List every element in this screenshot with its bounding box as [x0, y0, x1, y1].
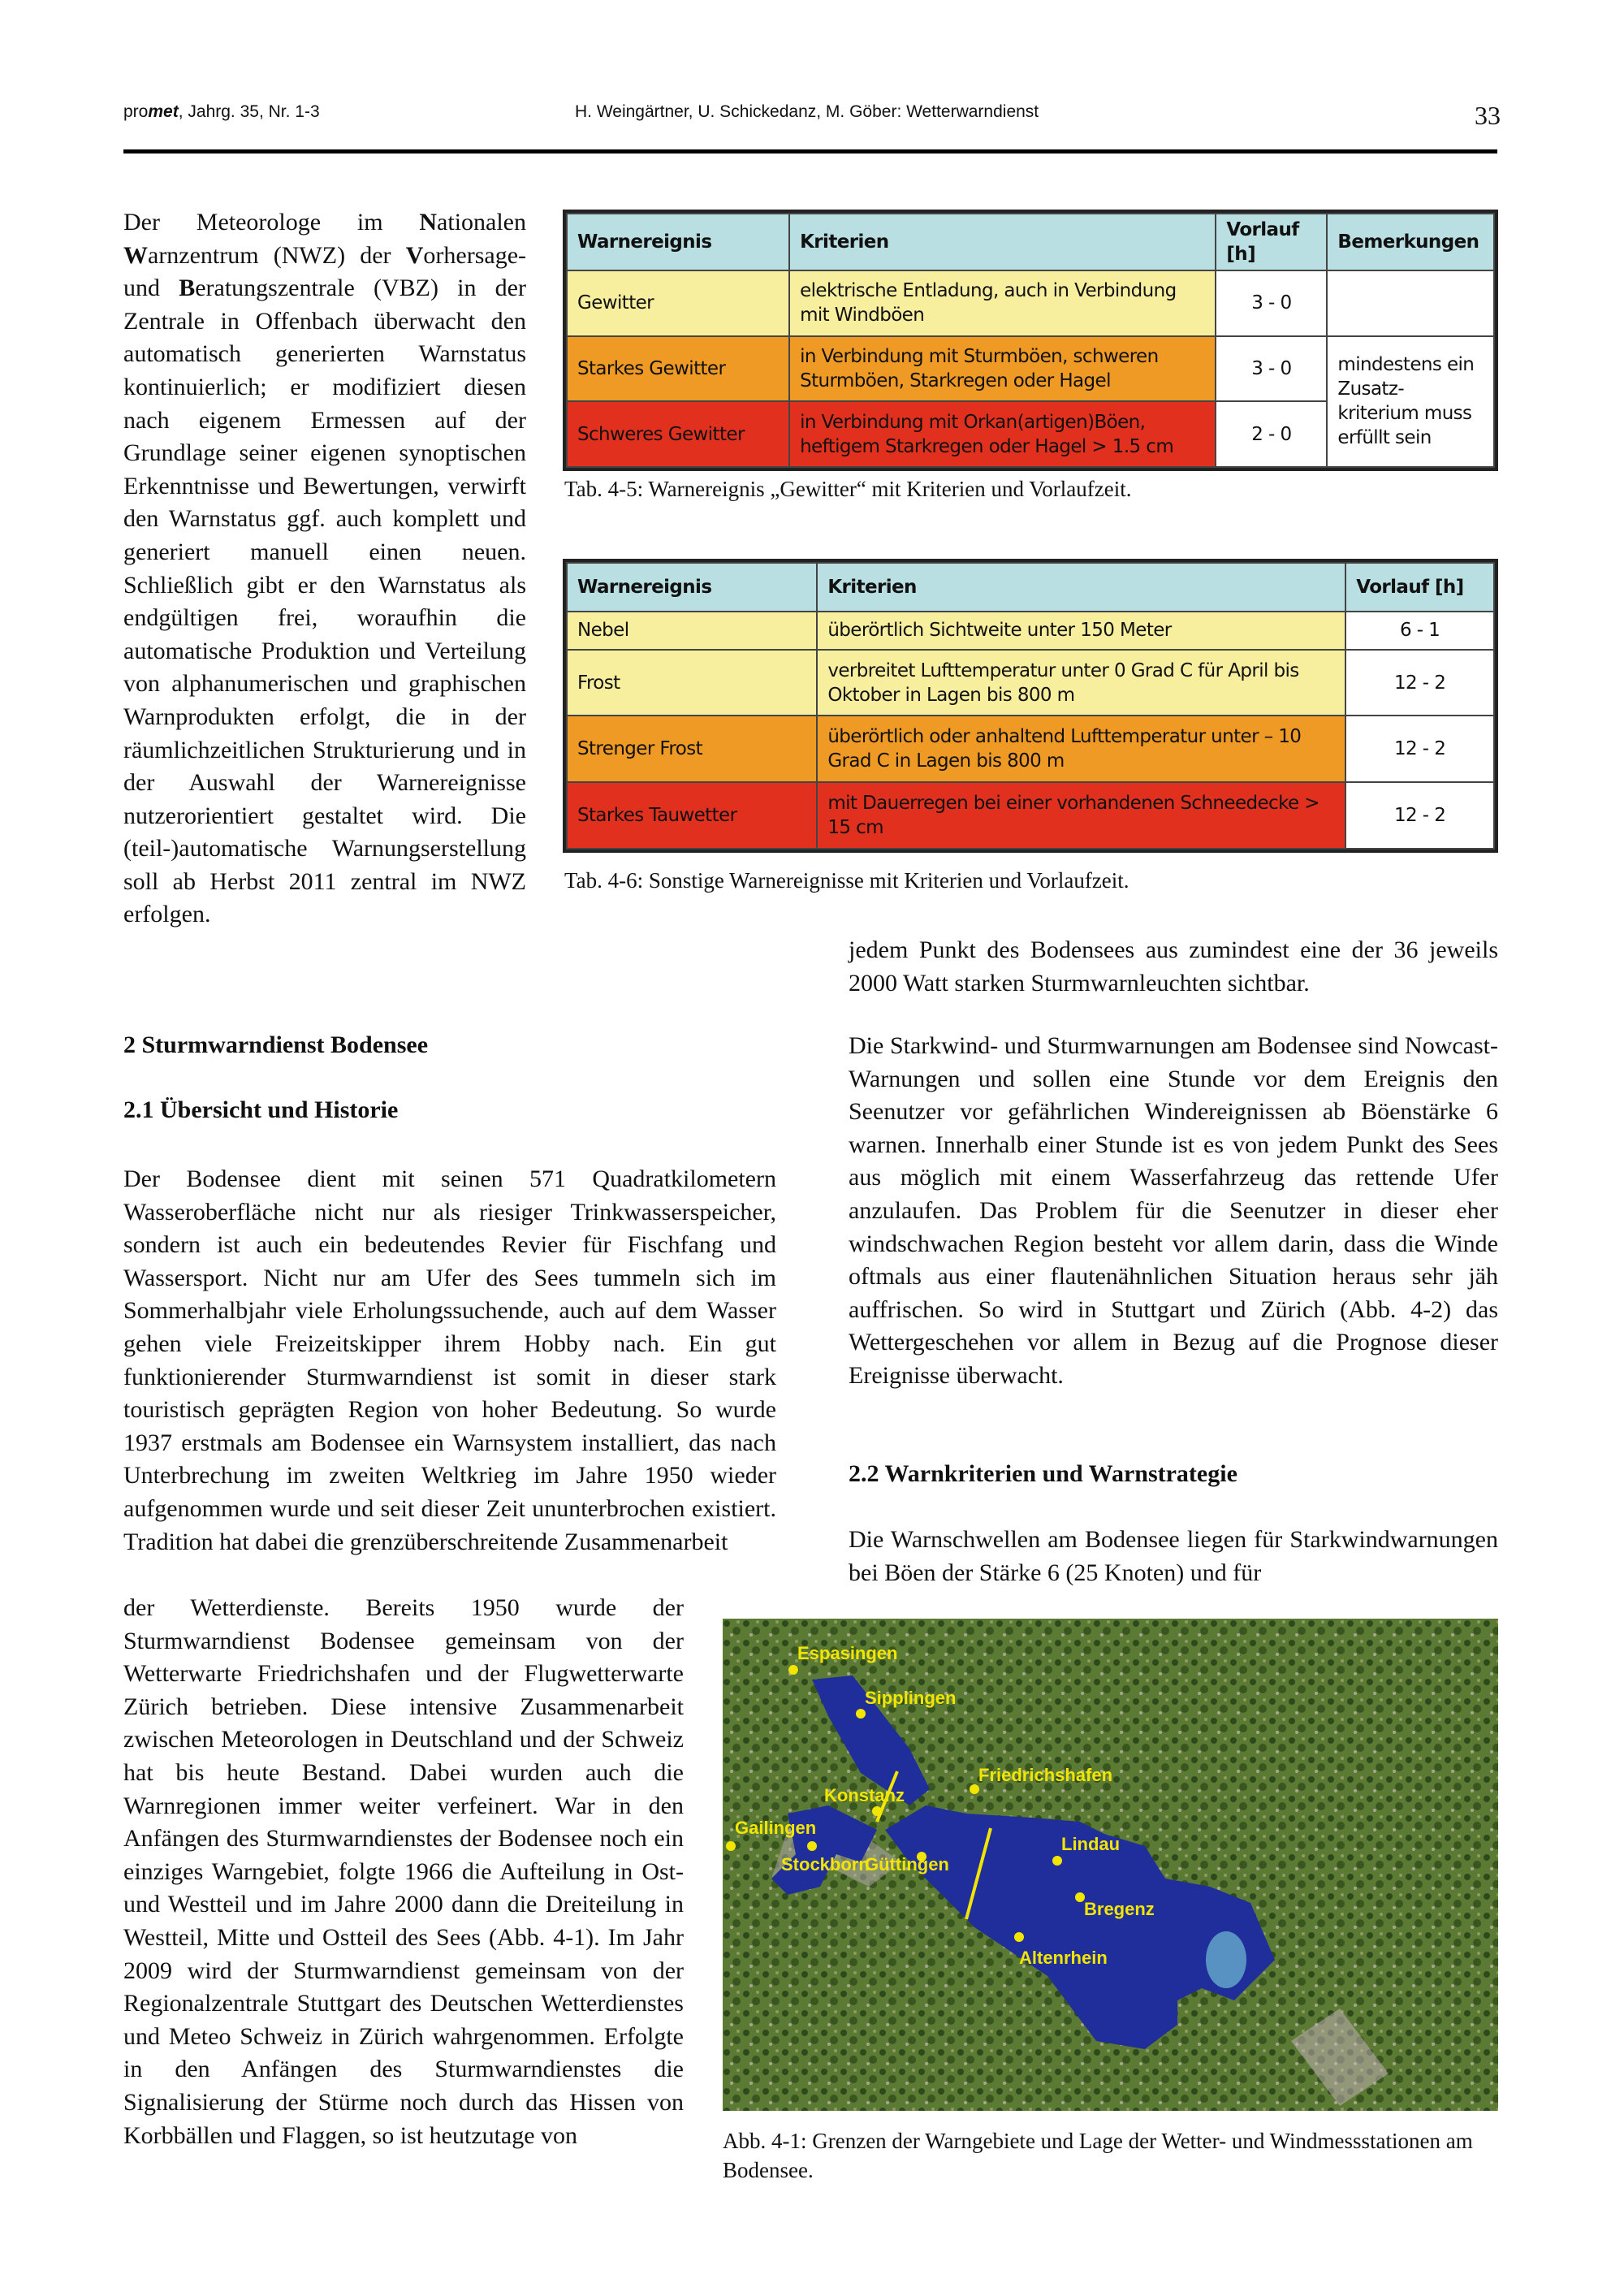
journal-name-emphasis: met [148, 102, 179, 121]
history-paragraph-narrow: der Wetterdienste. Bereits 1950 wurde der Sturmwarndienst Bodensee gemeinsam von der Wetterwarte Friedrichshafen und der Flugwetterwarte Zürich betrieben. Diese intensive Zusammenarbeit zwischen Meteorologen in Deutschland und der Schweiz hat bis heute Bestand. Dabei wurden auch die Warnregionen immer weiter verfeinert. War in den Anfängen des Sturmwarndienstes der Bodensee noch ein einziges Warngebiet, folgte 1966 die Aufteilung in Ost- und Westteil und im Jahre 2000 dann die Dreiteilung in Westteil, Mitte und Ostteil des Sees (Abb. 4-1). Im Jahr 2009 wird der Sturmwarndienst gemeinsam von der Regionalzentrale Stuttgart des Deutschen Wetterdienstes und Meteo Schweiz in Zürich wahrgenommen. Erfolgte in den Anfängen des Sturmwarndienstes die Signalisierung der Stürme noch durch das Hissen von Korbbällen und Flaggen, so ist heutzutage von [123, 1594, 684, 2149]
table-row: Strenger Frost überörtlich oder anhaltend Lufttemperatur unter – 10 Grad C in Lagen bis 800 m 12 - 2 [567, 716, 1494, 782]
right-paragraph-2: Die Starkwind- und Sturmwarnungen am Bodensee sind Nowcast-Warnungen und sollen eine Stunde vor dem Ereignis den Seenutzer vor gefährlichen Windereignissen ab Böenstärke 6 warnen. Innerhalb einer Stunde ist es von jedem Punkt des Sees aus möglich mit einem Wasserfahrzeug das rettende Ufer anzulaufen. Das Problem für die Seenutzer in dieser eher windschwachen Region besteht vor allem darin, dass die Winde oftmals aus einer flautenähnlichen Situation heraus sehr jäh auffrischen. So wird in Stuttgart und Zürich (Abb. 4-2) das Wettergeschehen vor allem in Bezug auf die Prognose dieser Ereignisse überwacht. [849, 1032, 1498, 1389]
figure-4-1-caption: Abb. 4-1: Grenzen der Warngebiete und Lage der Wetter- und Windmessstationen am Bodensee. [723, 2129, 1473, 2182]
warning-table-other [566, 562, 1495, 850]
table-row: Starkes Gewitter in Verbindung mit Sturmböen, schweren Sturmböen, Starkregen oder Hagel 3 - 0 mindestens ein Zusatz-kriterium muss erfüllt sein [567, 336, 1494, 402]
bodensee-satellite-map [723, 1619, 1498, 2111]
header-event: Warnereignis [567, 214, 789, 270]
table-4-5-caption: Tab. 4-5: Warnereignis „Gewitter“ mit Kriterien und Vorlaufzeit. [564, 477, 1132, 501]
running-header-authors: H. Weingärtner, U. Schickedanz, M. Göber: Wetterwarndienst [575, 102, 1039, 121]
table-header-row [567, 214, 1494, 270]
svg-text:Konstanz: Konstanz [824, 1785, 905, 1805]
svg-text:Lindau: Lindau [1061, 1834, 1121, 1854]
header-lead-time: Vorlauf [h] [1345, 563, 1494, 612]
svg-text:Altenrhein: Altenrhein [1019, 1948, 1108, 1968]
table-header-row [567, 563, 1494, 612]
journal-name-prefix: pro [123, 102, 149, 121]
header-remarks: Bemerkungen [1327, 214, 1494, 270]
header-criteria: Kriterien [789, 214, 1216, 270]
header-event: Warnereignis [567, 563, 817, 612]
table-row: Starkes Tauwetter mit Dauerregen bei einer vorhandenen Schneedecke > 15 cm 12 - 2 [567, 782, 1494, 849]
table-row: Schweres Gewitter in Verbindung mit Orkan(artigen)Böen, heftigem Starkregen oder Hagel > 1.5 cm 2 - 0 [567, 401, 1494, 467]
intro-paragraph: Der Meteorologe im Nationalen Warnzentrum (NWZ) der Vorhersage- und Beratungszentrale (VBZ) in der Zentrale in Offenbach überwacht den automatisch generierten Warnstatus kontinuierlich; er modifiziert diesen nach eigenem Ermessen auf der Grundlage seiner eigenen synoptischen Erkenntnisse und Bewertungen, verwirft den Warnstatus ggf. auch komplett und generiert manuell einen neuen. Schließlich gibt er den Warnstatus als endgültigen frei, woraufhin die automatische Produktion und Verteilung von alphanumerischen und graphischen Warnprodukten erfolgt, die in der räumlichzeitlichen Strukturierung und in der Auswahl der Warnereignisse nutzerorientiert gestaltet wird. Die (teil-)automatische Warnungserstellung soll ab Herbst 2011 zentral im NWZ erfolgen. [123, 209, 526, 928]
running-header-journal [123, 102, 320, 122]
svg-text:Güttingen: Güttingen [865, 1854, 949, 1874]
table-4-6 [563, 559, 1498, 853]
table-row: Gewitter elektrische Entladung, auch in Verbindung mit Windböen 3 - 0 [567, 270, 1494, 336]
history-paragraph-wide: Der Bodensee dient mit seinen 571 Quadratkilometern Wasseroberfläche nicht nur als riesiger Trinkwasserspeicher, sondern ist auch ein bedeutendes Revier für Fischfang und Wassersport. Nicht nur am Ufer des Sees tummeln sich im Sommerhalbjahr viele Erholungssuchende, auch auf dem Wasser gehen viele Freizeitskipper ihrem Hobby nach. Ein gut funktionierender Sturmwarndienst ist somit in dieser stark touristisch geprägten Region von hoher Bedeutung. So wurde 1937 erstmals am Bodensee ein Warnsystem installiert, das nach Unterbrechung im zweiten Weltkrieg im Jahre 1950 wieder aufgenommen wurde und seit dieser Zeit ununterbrochen existiert. Tradition hat dabei die grenzüberschreitende Zusammenarbeit [123, 1165, 776, 1555]
svg-text:Stockborn: Stockborn [781, 1854, 870, 1874]
table-4-6-caption: Tab. 4-6: Sonstige Warnereignisse mit Kriterien und Vorlaufzeit. [564, 868, 1129, 893]
page-number: 33 [1475, 101, 1501, 130]
header-rule [123, 149, 1497, 153]
svg-text:Friedrichshafen: Friedrichshafen [978, 1765, 1113, 1785]
header-lead-time: Vorlauf [h] [1216, 214, 1327, 270]
journal-issue: , Jahrg. 35, Nr. 1-3 [178, 102, 320, 121]
right-paragraph-1: jedem Punkt des Bodensees aus zumindest eine der 36 jeweils 2000 Watt starken Sturmwarnleuchten sichtbar. [849, 936, 1498, 997]
header-criteria: Kriterien [817, 563, 1345, 612]
svg-text:Bregenz: Bregenz [1084, 1899, 1155, 1919]
warning-table-thunderstorm [566, 213, 1495, 468]
section-heading-2-2: 2.2 Warnkriterien und Warnstrategie [849, 1460, 1237, 1487]
right-paragraph-3: Die Warnschwellen am Bodensee liegen für Starkwindwarnungen bei Böen der Stärke 6 (25 Knoten) und für [849, 1526, 1498, 1586]
table-row: Nebel überörtlich Sichtweite unter 150 Meter 6 - 1 [567, 612, 1494, 650]
svg-text:Sipplingen: Sipplingen [865, 1688, 957, 1708]
table-4-5 [563, 210, 1498, 471]
section-heading-2: 2 Sturmwarndienst Bodensee [123, 1031, 429, 1058]
svg-text:Espasingen: Espasingen [797, 1643, 898, 1663]
section-heading-2-1: 2.1 Übersicht und Historie [123, 1096, 399, 1123]
table-row: Frost verbreitet Lufttemperatur unter 0 Grad C für April bis Oktober in Lagen bis 800 m 12 - 2 [567, 650, 1494, 716]
svg-text:Gailingen: Gailingen [735, 1818, 817, 1838]
